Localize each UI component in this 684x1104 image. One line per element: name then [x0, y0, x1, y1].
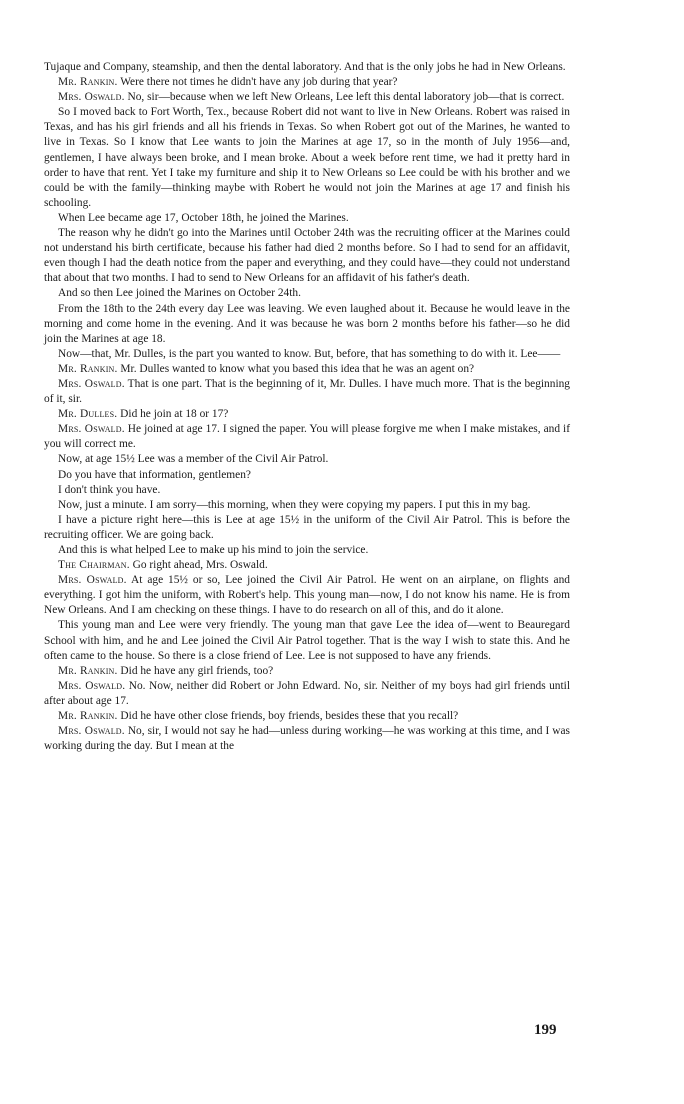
paragraph-text: Did he join at 18 or 17?: [117, 408, 229, 421]
testimony-paragraph: [44, 573, 570, 618]
testimony-paragraph: [44, 468, 570, 483]
paragraph-text: At age 15½ or so, Lee joined the Civil Air Patrol. He went on an airplane, on flights and everything. I got him the uniform, with Robert's help. This young man—now, I do not know his name. He is from New Orleans. And I am checking on these things. I have to do research on all of this, and do it alone.: [44, 574, 571, 617]
testimony-paragraph: [44, 498, 570, 513]
testimony-paragraph: [44, 483, 570, 498]
testimony-paragraph: [44, 302, 570, 347]
paragraph-text: And this is what helped Lee to make up his mind to join the service.: [58, 544, 369, 556]
paragraph-text: Did he have other close friends, boy friends, besides these that you recall?: [117, 710, 459, 723]
speaker-label: Mrs. Oswald.: [58, 423, 125, 436]
testimony-paragraph: [44, 618, 570, 663]
testimony-paragraph: [44, 75, 570, 90]
speaker-label: Mrs. Oswald.: [58, 679, 126, 692]
testimony-paragraph: [44, 513, 570, 543]
testimony-paragraph: [44, 286, 570, 301]
testimony-paragraph: [44, 105, 570, 211]
paragraph-text: No, sir—because when we left New Orleans, Lee left this dental laboratory job—that is correct.: [124, 91, 565, 104]
speaker-label: Mr. Rankin.: [58, 362, 118, 375]
speaker-label: Mr. Rankin.: [58, 664, 118, 677]
page-number: 199: [534, 1022, 557, 1038]
paragraph-text: This young man and Lee were very friendly. The young man that gave Lee the idea of—went to Beauregard School with him, and he and Lee joined the Civil Air Patrol together. That is the way I wish to state this. And he often came to the house. So there is a close friend of Lee. Lee is not supposed to have any friends.: [44, 619, 570, 662]
paragraph-text: Were there not times he didn't have any job during that year?: [117, 76, 398, 89]
speaker-label: Mrs. Oswald.: [58, 725, 125, 738]
speaker-label: Mr. Rankin.: [58, 76, 118, 89]
paragraph-text: Now—that, Mr. Dulles, is the part you wanted to know. But, before, that has something to do with it. Lee——: [58, 347, 561, 360]
paragraph-text: So I moved back to Fort Worth, Tex., because Robert did not want to live in New Orleans. Robert was raised in Texas, and has his girl friends and all his friends in Texas. So when Robert got out of the Marines, he wanted to live in Texas. So I know that Lee wants to join the Marines at age 17, so in the month of July 1956—and, gentlemen, I have always been broke, and I mean broke. About a week before rent time, we had it pretty hard in order to have that rent. Yet I take my furniture and ship it to New Orleans so Lee could be with his brother and we could be with the family—thinking maybe with Robert he would not join the Marines at age 17 and finish his schooling.: [44, 106, 570, 209]
testimony-paragraph: [44, 211, 570, 226]
paragraph-text: The reason why he didn't go into the Marines until October 24th was the recruiting officer at the Marines could not understand his birth certificate, because his father had died 2 months before. So I had to send for an affidavit, even though I had the death notice from the paper and everything, and they could have—they could not understand that about that two months. I had to send to New Orleans for an affidavit of his father's death.: [44, 227, 570, 285]
testimony-paragraph: [44, 664, 570, 679]
document-page: [44, 60, 570, 754]
testimony-paragraph: [44, 347, 570, 362]
testimony-paragraph: [44, 709, 570, 724]
testimony-paragraph: [44, 90, 570, 105]
speaker-label: The Chairman.: [58, 559, 130, 572]
paragraph-text: Did he have any girl friends, too?: [117, 664, 274, 677]
testimony-paragraph: [44, 362, 570, 377]
paragraph-text: I have a picture right here—this is Lee at age 15½ in the uniform of the Civil Air Patrol. This is before the recruiting officer. We are going back.: [44, 513, 570, 541]
paragraph-continuation: [44, 60, 570, 75]
testimony-paragraph: [44, 377, 570, 407]
paragraph-text: Tujaque and Company, steamship, and then the dental laboratory. And that is the only jobs he had in New Orleans.: [44, 61, 566, 73]
testimony-paragraph: [44, 407, 570, 422]
paragraph-text: Do you have that information, gentlemen?: [58, 468, 251, 481]
paragraph-text: From the 18th to the 24th every day Lee was leaving. We even laughed about it. Because he would leave in the morning and come home in the evening. And it was because he was born 2 months before his father—so he did join the Marines at age 18.: [44, 302, 570, 345]
paragraph-text: I don't think you have.: [58, 483, 161, 496]
speaker-label: Mrs. Oswald.: [58, 574, 127, 587]
speaker-label: Mr. Dulles.: [58, 408, 118, 421]
paragraph-text: When Lee became age 17, October 18th, he joined the Marines.: [58, 211, 349, 224]
testimony-paragraph: [44, 679, 570, 709]
paragraph-text: Now, just a minute. I am sorry—this morning, when they were copying my papers. I put this in my bag.: [58, 498, 531, 511]
paragraph-text: That is one part. That is the beginning of it, Mr. Dulles. I have much more. That is the beginning of it, sir.: [44, 377, 570, 406]
testimony-paragraph: [44, 452, 570, 467]
testimony-paragraph: [44, 543, 570, 558]
testimony-paragraph: [44, 558, 570, 573]
testimony-paragraph: [44, 724, 570, 754]
testimony-paragraph: [44, 422, 570, 452]
speaker-label: Mrs. Oswald.: [58, 91, 125, 104]
paragraph-text: No. Now, neither did Robert or John Edward. No, sir. Neither of my boys had girl friends until after about age 17.: [44, 679, 570, 707]
paragraph-text: Go right ahead, Mrs. Oswald.: [129, 559, 268, 572]
paragraph-text: Now, at age 15½ Lee was a member of the Civil Air Patrol.: [58, 453, 329, 466]
paragraph-text: Mr. Dulles wanted to know what you based this idea that he was an agent on?: [117, 362, 475, 375]
paragraph-text: No, sir, I would not say he had—unless during working—he was working at this time, and I was working during the day. But I mean at the: [44, 725, 570, 753]
testimony-paragraph: [44, 226, 570, 286]
speaker-label: Mr. Rankin.: [58, 710, 118, 723]
paragraph-text: And so then Lee joined the Marines on October 24th.: [58, 287, 301, 300]
paragraph-text: He joined at age 17. I signed the paper. You will please forgive me when I make mistakes, and if you will correct me.: [44, 423, 570, 451]
speaker-label: Mrs. Oswald.: [58, 377, 125, 390]
